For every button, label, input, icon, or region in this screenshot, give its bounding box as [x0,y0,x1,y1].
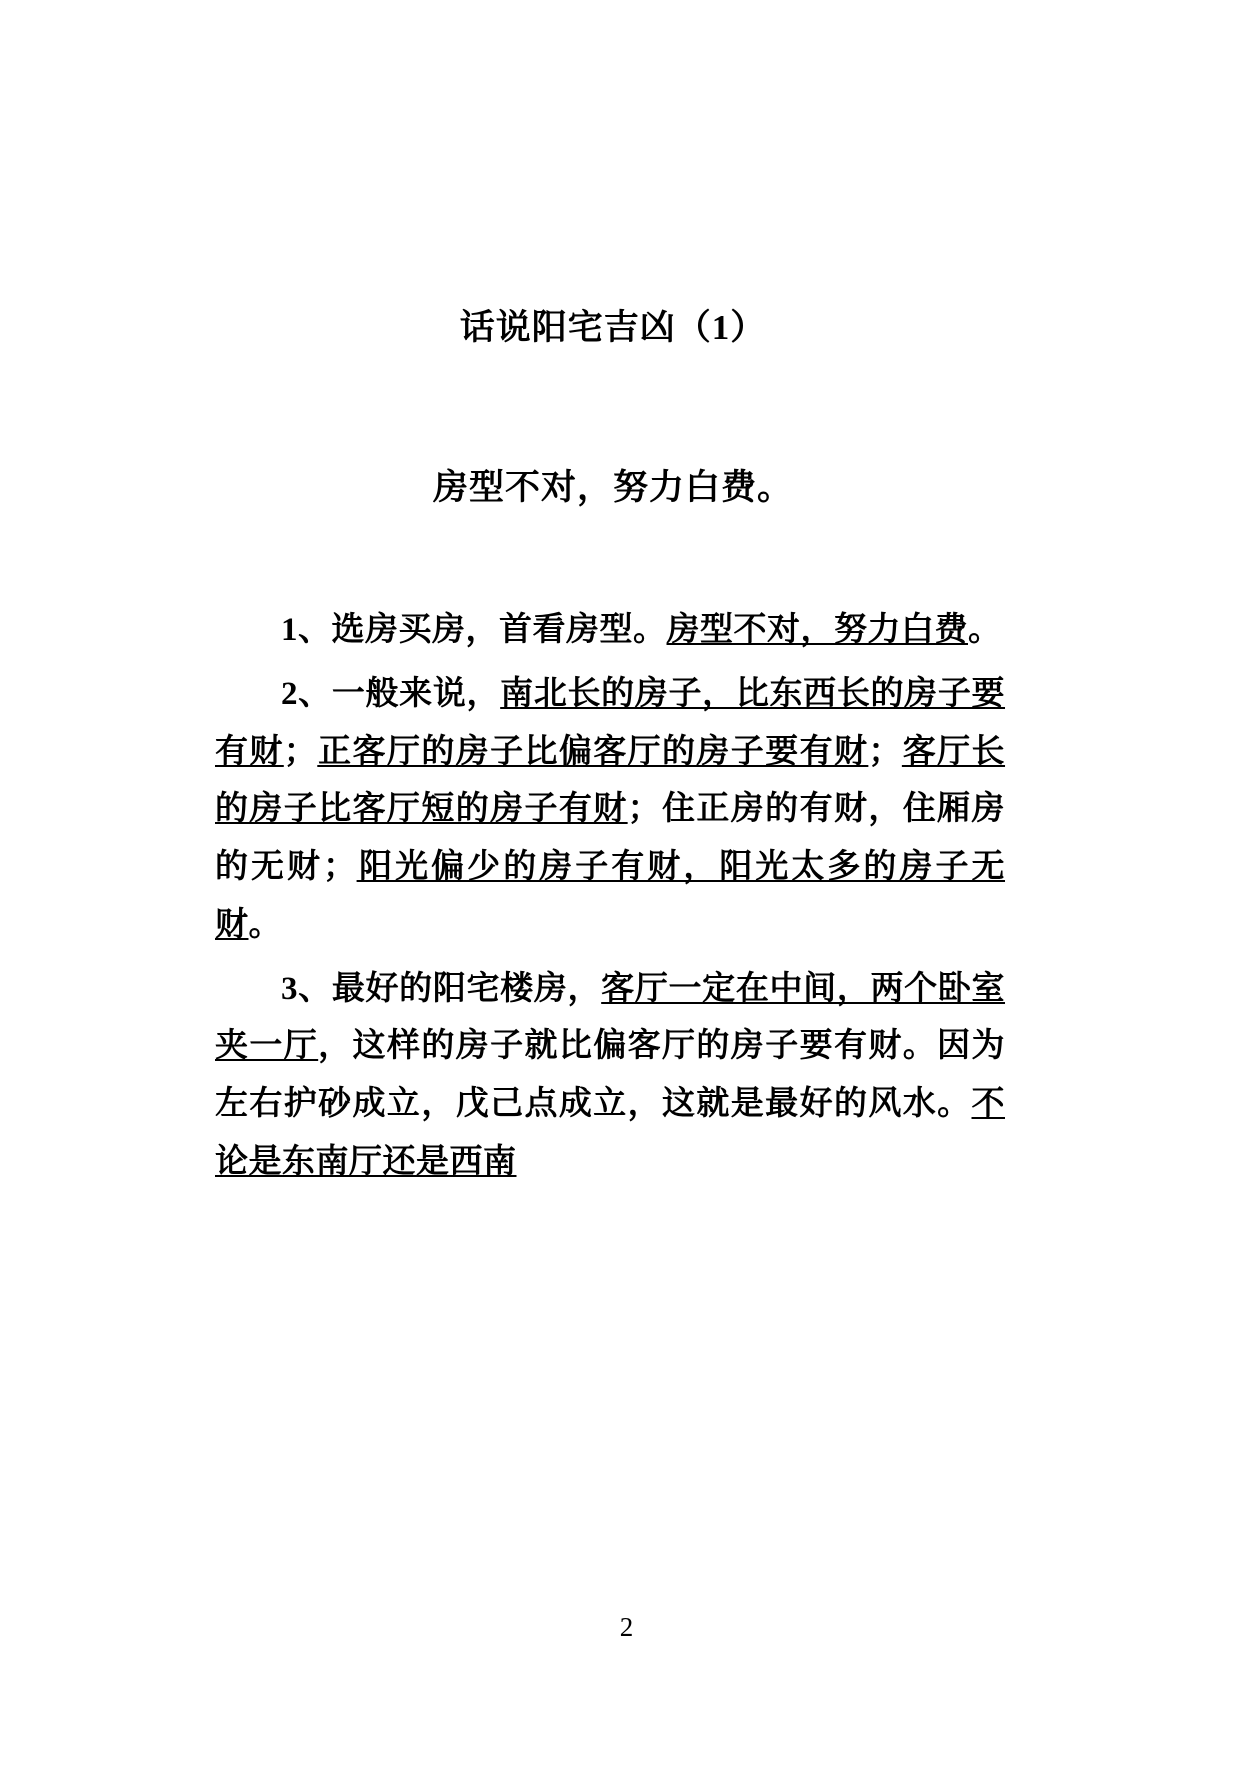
text-run-underlined: 客厅一定在中间，两个卧室夹一厅 [215,970,1006,1065]
paragraph-3 [215,961,1005,1192]
text-run: ；住正房的有财，住厢房的无财； [215,791,1006,885]
text-run-underlined: 正客厅的房子比偏客厅的房子要有财 [317,733,869,770]
text-run-underlined: 房型不对，努力白费 [666,612,968,648]
text-run-underlined: 阳光偏少的房子有财，阳光太多的房子无财 [215,849,1006,943]
text-run: 。 [968,612,1002,648]
text-run: 2、一般来说， [281,675,501,712]
text-run: ； [868,733,902,770]
text-run: ； [283,733,318,770]
document-body [215,300,1005,1192]
text-run-underlined: 不论是东南厅还是西南 [215,1086,1005,1180]
text-run: 1、选房买房，首看房型。 [281,612,667,648]
text-run: 。 [248,906,282,943]
text-run-underlined: 客厅长的房子比客厅短的房子有财 [215,733,1006,828]
paragraph-2 [215,666,1005,955]
document-subtitle: 房型不对，努力白费。 [432,468,793,507]
paragraph-1 [215,602,1005,660]
text-run-underlined: 南北长的房子，比东西长的房子要有财 [215,675,1006,770]
page-number: 2 [619,1612,634,1642]
text-run: 3、最好的阳宅楼房， [281,970,602,1007]
text-run: ，这样的房子就比偏客厅的房子要有财。因为左右护砂成立，戊己点成立，这就是最好的风水。 [215,1028,1006,1122]
page-title: 话说阳宅吉凶（1） [459,308,767,347]
